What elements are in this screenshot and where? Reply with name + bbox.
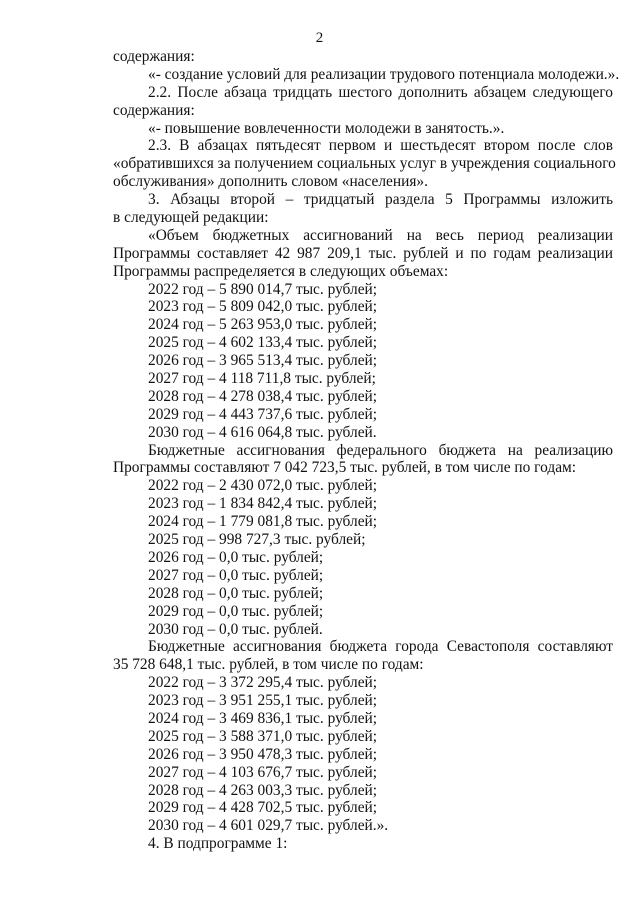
text-line: содержания: (113, 48, 195, 65)
text-line: обслуживания» дополнить словом «населения». (113, 173, 428, 191)
text-line: 2024 год – 5 263 953,0 тыс. рублей; (148, 316, 378, 334)
text-line: 2028 год – 0,0 тыс. рублей; (148, 584, 324, 602)
text-line: 2029 год – 4 443 737,6 тыс. рублей; (148, 405, 378, 423)
text-line: 2027 год – 0,0 тыс. рублей; (148, 566, 324, 584)
text-line: 2027 год – 4 118 711,8 тыс. рублей; (148, 370, 376, 388)
text-line: Бюджетные ассигнования федерального бюджета на реализацию (148, 441, 613, 459)
text-line: 2026 год – 3 965 513,4 тыс. рублей; (148, 352, 378, 370)
text-line: 2029 год – 0,0 тыс. рублей; (148, 602, 324, 620)
text-line: 2027 год – 4 103 676,7 тыс. рублей; (148, 763, 378, 781)
text-line: 2.3. В абзацах пятьдесят первом и шестьдесят втором после слов (148, 137, 613, 155)
text-line: 2026 год – 0,0 тыс. рублей; (148, 548, 324, 566)
text-line: 2030 год – 4 616 064,8 тыс. рублей. (148, 423, 377, 441)
page-number: 2 (315, 30, 324, 46)
text-line: 2023 год – 5 809 042,0 тыс. рублей; (148, 298, 378, 316)
text-line: «Объем бюджетных ассигнований на весь период реализации (148, 226, 613, 244)
text-line: 2025 год – 998 727,3 тыс. рублей; (148, 531, 366, 549)
text-line: 2028 год – 4 278 038,4 тыс. рублей; (148, 387, 378, 405)
text-line: Бюджетные ассигнования бюджета города Севастополя составляют (148, 638, 613, 656)
text-line: 4. В подпрограмме 1: (148, 835, 288, 853)
text-line: 2022 год – 3 372 295,4 тыс. рублей; (148, 674, 378, 692)
text-line: 2030 год – 4 601 029,7 тыс. рублей.». (148, 817, 389, 835)
text-line: «- создание условий для реализации трудового потенциала молодежи.». (148, 65, 620, 83)
text-line: Программы составляет 42 987 209,1 тыс. рублей и по годам реализации (113, 244, 613, 262)
text-line: 3. Абзацы второй – тридцатый раздела 5 Программы изложить (148, 191, 613, 209)
text-line: 2.2. После абзаца тридцать шестого дополнить абзацем следующего (148, 83, 613, 101)
text-line: 2028 год – 4 263 003,3 тыс. рублей; (148, 781, 378, 799)
text-line: Программы распределяется в следующих объемах: (113, 262, 449, 280)
text-line: 2025 год – 4 602 133,4 тыс. рублей; (148, 334, 378, 352)
text-line: 2024 год – 3 469 836,1 тыс. рублей; (148, 709, 378, 727)
text-line: 2024 год – 1 779 081,8 тыс. рублей; (148, 513, 378, 531)
text-line: «обратившихся за получением социальных услуг в учреждения социального (113, 155, 616, 173)
text-line: 2026 год – 3 950 478,3 тыс. рублей; (148, 745, 378, 763)
text-line: 2022 год – 2 430 072,0 тыс. рублей; (148, 477, 378, 495)
text-line: 35 728 648,1 тыс. рублей, в том числе по годам: (113, 656, 424, 674)
text-line: «- повышение вовлеченности молодежи в занятость.». (148, 119, 505, 137)
text-line: 2023 год – 1 834 842,4 тыс. рублей; (148, 495, 378, 513)
text-line: содержания: (113, 101, 195, 119)
text-line: 2023 год – 3 951 255,1 тыс. рублей; (148, 692, 378, 710)
text-line: 2022 год – 5 890 014,7 тыс. рублей; (148, 280, 378, 298)
text-line: 2030 год – 0,0 тыс. рублей. (148, 620, 323, 638)
text-line: 2029 год – 4 428 702,5 тыс. рублей; (148, 799, 378, 817)
text-line: 2025 год – 3 588 371,0 тыс. рублей; (148, 727, 378, 745)
document-body (113, 48, 620, 853)
text-line: в следующей редакции: (113, 209, 269, 227)
text-line: Программы составляют 7 042 723,5 тыс. рублей, в том числе по годам: (113, 459, 577, 477)
